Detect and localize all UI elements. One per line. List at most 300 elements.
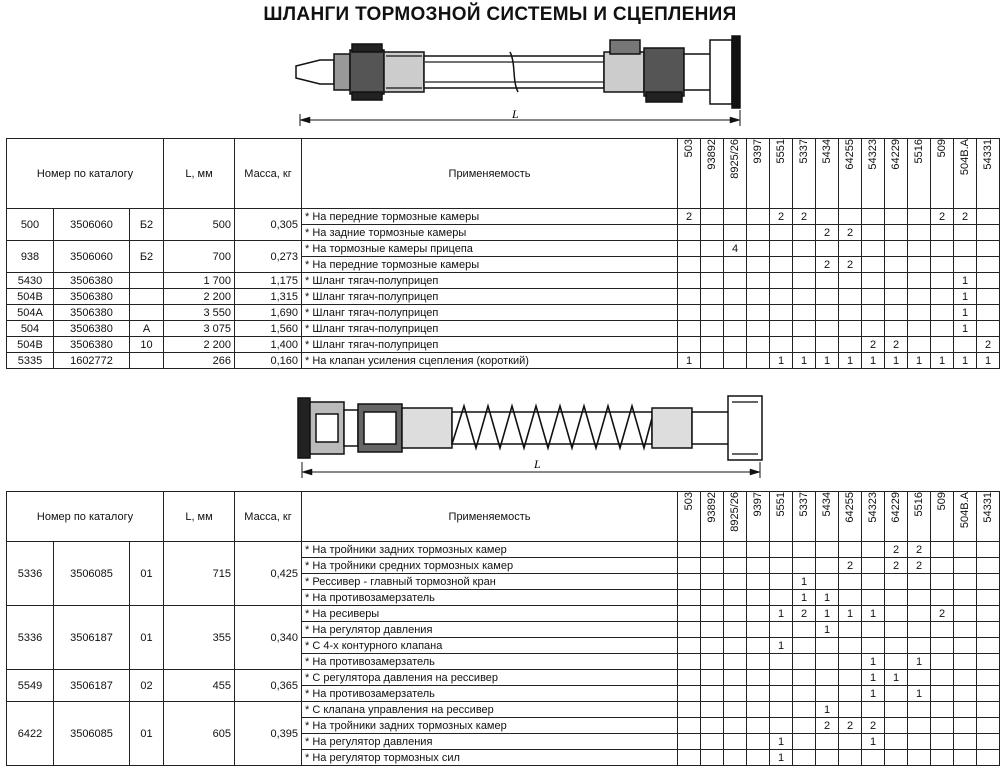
quantity-cell [678,622,701,638]
quantity-cell [747,590,770,606]
quantity-cell [678,654,701,670]
quantity-cell [701,638,724,654]
page-title: ШЛАНГИ ТОРМОЗНОЙ СИСТЕМЫ И СЦЕПЛЕНИЯ [263,4,737,25]
applicability-cell: * На регулятор давления [302,622,678,638]
quantity-cell [747,209,770,225]
quantity-cell [678,734,701,750]
catalog-number-cell: 3506187 [54,606,130,670]
quantity-cell [724,321,747,337]
quantity-cell [954,638,977,654]
quantity-cell [770,273,793,289]
quantity-cell [908,305,931,321]
length-cell: 266 [164,353,235,369]
mass-cell: 0,340 [235,606,302,670]
applicability-cell: * Рессивер - главный тормозной кран [302,574,678,590]
quantity-cell [839,686,862,702]
quantity-cell [747,574,770,590]
length-cell: 455 [164,670,235,702]
quantity-cell: 2 [862,337,885,353]
dimension-label-top: L [512,107,519,121]
quantity-cell [724,702,747,718]
quantity-cell [816,209,839,225]
model-header [678,139,701,209]
quantity-cell [816,321,839,337]
quantity-cell [977,225,1000,241]
table-row [7,289,1000,305]
quantity-cell [885,686,908,702]
quantity-cell [977,305,1000,321]
quantity-cell [839,654,862,670]
applicability-cell: * Шланг тягач-полуприцеп [302,321,678,337]
quantity-cell [977,257,1000,273]
catalog-group-cell: 5336 [7,606,54,670]
quantity-cell [862,209,885,225]
quantity-cell [793,686,816,702]
quantity-cell [770,670,793,686]
quantity-cell: 2 [816,718,839,734]
quantity-cell [862,289,885,305]
quantity-cell [954,750,977,766]
quantity-cell [954,718,977,734]
length-cell: 1 700 [164,273,235,289]
quantity-cell [931,305,954,321]
model-header [747,492,770,542]
quantity-cell: 2 [885,337,908,353]
quantity-cell [747,734,770,750]
quantity-cell: 1 [954,289,977,305]
model-label: 64229 [890,139,903,170]
model-label: 504B.A [959,492,972,529]
quantity-cell: 2 [839,558,862,574]
quantity-cell [931,337,954,353]
quantity-cell: 1 [908,353,931,369]
mass-cell: 1,315 [235,289,302,305]
quantity-cell [954,622,977,638]
quantity-cell: 2 [816,225,839,241]
quantity-cell [977,542,1000,558]
length-cell: 355 [164,606,235,670]
model-label: 5551 [775,139,788,164]
quantity-cell: 1 [793,353,816,369]
quantity-cell: 2 [977,337,1000,353]
quantity-cell [724,337,747,353]
catalog-group-cell: 5549 [7,670,54,702]
quantity-cell [701,574,724,590]
quantity-cell [977,209,1000,225]
quantity-cell [747,686,770,702]
quantity-cell [770,337,793,353]
quantity-cell [885,321,908,337]
quantity-cell [931,225,954,241]
model-header [862,492,885,542]
catalog-number-cell: 3506380 [54,337,130,353]
quantity-cell [701,257,724,273]
table-header-row [7,492,1000,542]
quantity-cell [908,289,931,305]
quantity-cell [931,702,954,718]
quantity-cell [839,305,862,321]
quantity-cell [977,574,1000,590]
quantity-cell [862,590,885,606]
applicability-cell: * С клапана управления на рессивер [302,702,678,718]
quantity-cell: 2 [908,558,931,574]
model-label: 93892 [706,139,719,170]
quantity-cell [885,289,908,305]
hose-table-top [6,138,1000,369]
catalog-number-cell: 3506187 [54,670,130,702]
quantity-cell [724,654,747,670]
quantity-cell [862,273,885,289]
quantity-cell: 2 [885,542,908,558]
quantity-cell [954,337,977,353]
quantity-cell [770,305,793,321]
quantity-cell [954,542,977,558]
quantity-cell [816,670,839,686]
catalog-number-cell: 3506085 [54,542,130,606]
table-row [7,321,1000,337]
model-label: 503 [683,139,696,158]
quantity-cell: 1 [977,353,1000,369]
catalog-suffix-cell [130,353,164,369]
table-row [7,670,1000,686]
quantity-cell [908,574,931,590]
quantity-cell [862,321,885,337]
quantity-cell [724,273,747,289]
quantity-cell [862,638,885,654]
quantity-cell [724,289,747,305]
model-header [977,492,1000,542]
applicability-cell: * С регулятора давления на рессивер [302,670,678,686]
model-header [862,139,885,209]
model-header [724,139,747,209]
quantity-cell [908,209,931,225]
quantity-cell [931,590,954,606]
model-label: 64229 [890,492,903,523]
quantity-cell [701,337,724,353]
model-label: 509 [936,492,949,511]
model-label: 5516 [913,492,926,517]
catalog-suffix-cell: А [130,321,164,337]
quantity-cell [678,702,701,718]
catalog-suffix-cell: 01 [130,702,164,766]
quantity-cell [862,574,885,590]
catalog-group-cell: 504A [7,305,54,321]
quantity-cell [977,590,1000,606]
model-header [931,139,954,209]
quantity-cell [885,225,908,241]
quantity-cell [839,590,862,606]
model-label: 54323 [867,492,880,523]
model-header [839,139,862,209]
quantity-cell [954,734,977,750]
quantity-cell [701,289,724,305]
quantity-cell: 1 [816,590,839,606]
quantity-cell [862,702,885,718]
quantity-cell [862,750,885,766]
quantity-cell [724,670,747,686]
length-header: L, мм [164,492,235,542]
quantity-cell [839,289,862,305]
quantity-cell [839,321,862,337]
model-header [885,139,908,209]
catalog-number-cell: 3506380 [54,321,130,337]
quantity-cell: 4 [724,241,747,257]
quantity-cell [816,686,839,702]
quantity-cell [885,750,908,766]
model-header [816,139,839,209]
quantity-cell: 2 [793,209,816,225]
applicability-cell: * Шланг тягач-полуприцеп [302,273,678,289]
applicability-cell: * С 4-х контурного клапана [302,638,678,654]
model-header [793,492,816,542]
quantity-cell: 1 [862,606,885,622]
quantity-cell [862,225,885,241]
quantity-cell [954,558,977,574]
catalog-group-cell: 504B [7,337,54,353]
quantity-cell [954,590,977,606]
quantity-cell [747,225,770,241]
catalog-group-cell: 5430 [7,273,54,289]
quantity-cell [678,638,701,654]
quantity-cell: 2 [885,558,908,574]
quantity-cell [885,209,908,225]
quantity-cell [747,654,770,670]
quantity-cell [770,718,793,734]
quantity-cell [701,606,724,622]
quantity-cell [931,750,954,766]
applicability-header: Применяемость [302,492,678,542]
model-label: 54331 [982,492,995,523]
quantity-cell: 2 [770,209,793,225]
hose-drawing-top [290,34,750,130]
model-label: 64255 [844,492,857,523]
quantity-cell [816,542,839,558]
quantity-cell [839,622,862,638]
quantity-cell [931,718,954,734]
applicability-cell: * На тормозные камеры прицепа [302,241,678,257]
applicability-cell: * На клапан усиления сцепления (короткий) [302,353,678,369]
quantity-cell: 1 [770,734,793,750]
quantity-cell [931,734,954,750]
quantity-cell [931,273,954,289]
quantity-cell [747,718,770,734]
quantity-cell [908,606,931,622]
quantity-cell [816,734,839,750]
quantity-cell: 1 [839,353,862,369]
length-cell: 700 [164,241,235,273]
hose-drawing-middle [292,388,772,484]
model-label: 5434 [821,139,834,164]
quantity-cell [724,574,747,590]
quantity-cell [931,574,954,590]
quantity-cell [816,558,839,574]
model-label: 64255 [844,139,857,170]
applicability-cell: * На ресиверы [302,606,678,622]
quantity-cell [931,289,954,305]
quantity-cell: 1 [885,353,908,369]
quantity-cell: 1 [862,670,885,686]
quantity-cell [954,670,977,686]
applicability-cell: * На противозамерзатель [302,686,678,702]
quantity-cell: 2 [839,257,862,273]
model-header [747,139,770,209]
quantity-cell [954,225,977,241]
quantity-cell: 2 [908,542,931,558]
quantity-cell: 1 [793,590,816,606]
quantity-cell [931,241,954,257]
catalog-suffix-cell: 01 [130,542,164,606]
catalog-suffix-cell [130,273,164,289]
quantity-cell [724,622,747,638]
table-row [7,273,1000,289]
quantity-cell [678,590,701,606]
quantity-cell [724,353,747,369]
quantity-cell: 2 [931,209,954,225]
quantity-cell: 1 [954,353,977,369]
quantity-cell [908,638,931,654]
model-label: 504B.A [959,139,972,176]
quantity-cell [908,718,931,734]
quantity-cell [770,558,793,574]
quantity-cell [931,686,954,702]
quantity-cell [885,273,908,289]
quantity-cell [747,289,770,305]
catalog-suffix-cell: Б2 [130,241,164,273]
quantity-cell: 1 [770,750,793,766]
quantity-cell [770,622,793,638]
quantity-cell [724,558,747,574]
quantity-cell [839,702,862,718]
mass-cell: 0,273 [235,241,302,273]
quantity-cell [770,321,793,337]
table-row [7,337,1000,353]
model-label: 5337 [798,139,811,164]
quantity-cell: 1 [908,686,931,702]
catalog-group-cell: 5336 [7,542,54,606]
quantity-cell [678,305,701,321]
quantity-cell: 1 [862,353,885,369]
quantity-cell: 2 [931,606,954,622]
quantity-cell: 1 [862,686,885,702]
quantity-cell [793,558,816,574]
catalog-suffix-cell [130,289,164,305]
quantity-cell: 1 [770,638,793,654]
quantity-cell: 2 [862,718,885,734]
quantity-cell [977,718,1000,734]
quantity-cell [793,305,816,321]
catalog-group-cell: 504B [7,289,54,305]
length-cell: 2 200 [164,289,235,305]
quantity-cell [816,273,839,289]
quantity-cell [977,558,1000,574]
mass-cell: 1,560 [235,321,302,337]
quantity-cell [747,558,770,574]
quantity-cell [793,225,816,241]
quantity-cell [885,638,908,654]
quantity-cell [954,702,977,718]
quantity-cell [839,337,862,353]
quantity-cell [793,542,816,558]
quantity-cell [977,622,1000,638]
mass-cell: 0,425 [235,542,302,606]
quantity-cell [724,686,747,702]
quantity-cell [931,257,954,273]
quantity-cell [816,574,839,590]
quantity-cell [977,750,1000,766]
quantity-cell [701,305,724,321]
quantity-cell [862,542,885,558]
quantity-cell [839,241,862,257]
quantity-cell [701,209,724,225]
quantity-cell [954,606,977,622]
catalog-suffix-cell: 10 [130,337,164,353]
quantity-cell [724,750,747,766]
quantity-cell: 1 [954,321,977,337]
model-label: 5434 [821,492,834,517]
quantity-cell [908,257,931,273]
quantity-cell [954,654,977,670]
quantity-cell [678,257,701,273]
model-label: 5551 [775,492,788,517]
table-row [7,353,1000,369]
applicability-cell: * На противозамерзатель [302,590,678,606]
quantity-cell [678,273,701,289]
catalog-number-cell: 3506380 [54,305,130,321]
quantity-cell [977,686,1000,702]
quantity-cell [701,718,724,734]
table-row [7,305,1000,321]
applicability-cell: * Шланг тягач-полуприцеп [302,305,678,321]
quantity-cell: 1 [862,654,885,670]
quantity-cell [793,337,816,353]
quantity-cell [793,718,816,734]
quantity-cell: 2 [839,718,862,734]
quantity-cell [701,241,724,257]
applicability-cell: * На противозамерзатель [302,654,678,670]
quantity-cell [977,702,1000,718]
catalog-suffix-cell [130,305,164,321]
quantity-cell [839,542,862,558]
quantity-cell [793,241,816,257]
catalog-suffix-cell: 01 [130,606,164,670]
model-header [977,139,1000,209]
quantity-cell [977,734,1000,750]
applicability-cell: * На передние тормозные камеры [302,257,678,273]
quantity-cell [908,337,931,353]
quantity-cell [862,558,885,574]
length-cell: 3 075 [164,321,235,337]
quantity-cell [931,622,954,638]
quantity-cell [977,638,1000,654]
catalog-group-cell: 500 [7,209,54,241]
quantity-cell [816,289,839,305]
quantity-cell: 1 [816,353,839,369]
model-header [885,492,908,542]
quantity-cell [931,670,954,686]
catalog-group-cell: 504 [7,321,54,337]
quantity-cell [885,718,908,734]
model-header [908,139,931,209]
quantity-cell [747,305,770,321]
quantity-cell [793,321,816,337]
model-header [839,492,862,542]
quantity-cell [839,670,862,686]
quantity-cell [678,558,701,574]
quantity-cell [908,702,931,718]
quantity-cell [724,606,747,622]
quantity-cell: 1 [816,622,839,638]
quantity-cell [678,606,701,622]
